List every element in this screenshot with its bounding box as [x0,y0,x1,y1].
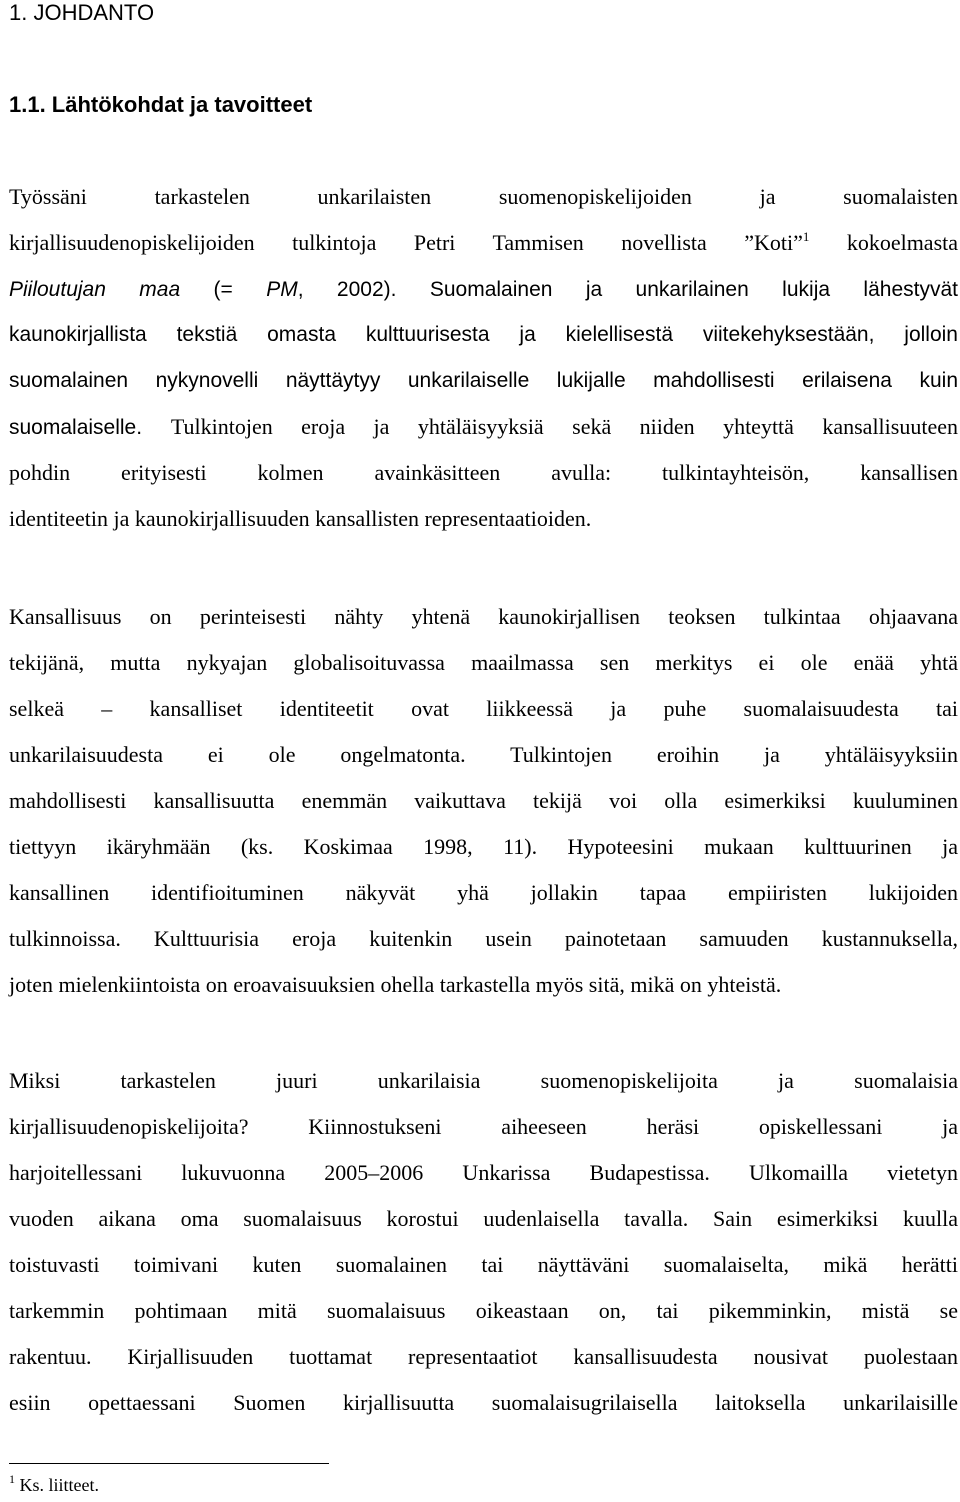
paragraph-line: mahdollisesti kansallisuutta enemmän vaikuttava tekijä voi olla esimerkiksi kuuluminen [9,788,958,813]
paragraph-line [9,266,958,312]
line-text: , 2002). [297,278,430,301]
footnote-number: 1 [9,1472,15,1486]
paragraph-line: toistuvasti toimivani kuten suomalainen tai näyttäväni suomalaiselta, mikä herätti [9,1252,958,1277]
paragraph-line: Työssäni tarkastelen unkarilaisten suomenopiskelijoiden ja suomalaisten [9,184,958,209]
paragraph-line: suomalainen nykynovelli näyttäytyy unkarilaiselle lukijalle mahdollisesti erilaisena kuin [9,369,958,392]
line-text: Suomalainen ja unkarilainen lukija lähestyvät [429,278,958,301]
line-text: (= [180,278,267,301]
subsection-heading: 1.1. Lähtökohdat ja tavoitteet [9,92,313,117]
paragraph-line: rakentuu. Kirjallisuuden tuottamat representaatiot kansallisuudesta nousivat puolestaan [9,1344,958,1369]
paragraph-line: unkarilaisuudesta ei ole ongelmatonta. Tulkintojen eroihin ja yhtäläisyyksiin [9,742,958,767]
paragraph-2 [9,594,958,1008]
paragraph-line: Miksi tarkastelen juuri unkarilaisia suomenopiskelijoita ja suomalaisia [9,1068,958,1093]
paragraph-3 [9,1058,958,1426]
footnote-marker: 1 [802,229,810,244]
paragraph-line: tiettyyn ikäryhmään (ks. Koskimaa 1998, 11). Hypoteesini mukaan kulttuurinen ja [9,834,958,859]
paragraph-line: esiin opettaessani Suomen kirjallisuutta suomalaisugrilaisella laitoksella unkarilaisille [9,1390,958,1415]
line-text: suomalaiselle. [9,416,171,439]
footnote [9,1472,99,1498]
paragraph-line: kirjallisuudenopiskelijoita? Kiinnostukseni aiheeseen heräsi opiskellessani ja [9,1114,958,1139]
footnote-text: Ks. liitteet. [15,1475,99,1495]
line-text: kirjallisuudenopiskelijoiden tulkintoja Petri Tammisen novellista ”Koti” [9,230,803,255]
abbreviation: PM [266,278,298,301]
line-text: kokoelmasta [846,230,958,255]
paragraph-line [9,404,958,450]
paragraph-line: tekijänä, mutta nykyajan globalisoituvassa maailmassa sen merkitys ei ole enää yhtä [9,650,958,675]
paragraph-line: kaunokirjallista tekstiä omasta kulttuurisesta ja kielellisestä viitekehyksestään, jolloin [9,323,958,346]
paragraph-line: selkeä – kansalliset identiteetit ovat liikkeessä ja puhe suomalaisuudesta tai [9,696,958,721]
paragraph-line: harjoitellessani lukuvuonna 2005–2006 Unkarissa Budapestissa. Ulkomailla vietetyn [9,1160,958,1185]
paragraph-line: tarkemmin pohtimaan mitä suomalaisuus oikeastaan on, tai pikemminkin, mistä se [9,1298,958,1323]
paragraph-line: tulkinnoissa. Kulttuurisia eroja kuitenkin usein painotetaan samuuden kustannuksella, [9,926,958,951]
paragraph-line: kansallinen identifioituminen näkyvät yhä jollakin tapaa empiiristen lukijoiden [9,880,958,905]
paragraph-line: Kansallisuus on perinteisesti nähty yhtenä kaunokirjallisen teoksen tulkintaa ohjaavana [9,604,958,629]
paragraph-line [9,220,958,266]
paragraph-line: joten mielenkiintoista on eroavaisuuksien ohella tarkastella myös sitä, mikä on yhteistä. [9,972,782,997]
paragraph-line: vuoden aikana oma suomalaisuus korostui uudenlaisella tavalla. Sain esimerkiksi kuulla [9,1206,958,1231]
paragraph-line: identiteetin ja kaunokirjallisuuden kansallisten representaatioiden. [9,506,592,531]
book-title: Piiloutujan maa [9,278,181,301]
line-text: Tulkintojen eroja ja yhtäläisyyksiä sekä niiden yhteyttä kansallisuuteen [170,414,958,439]
paragraph-line: pohdin erityisesti kolmen avainkäsitteen avulla: tulkintayhteisön, kansallisen [9,460,958,485]
paragraph-1 [9,174,958,542]
footnote-separator [9,1463,329,1464]
section-heading: 1. JOHDANTO [9,0,155,25]
